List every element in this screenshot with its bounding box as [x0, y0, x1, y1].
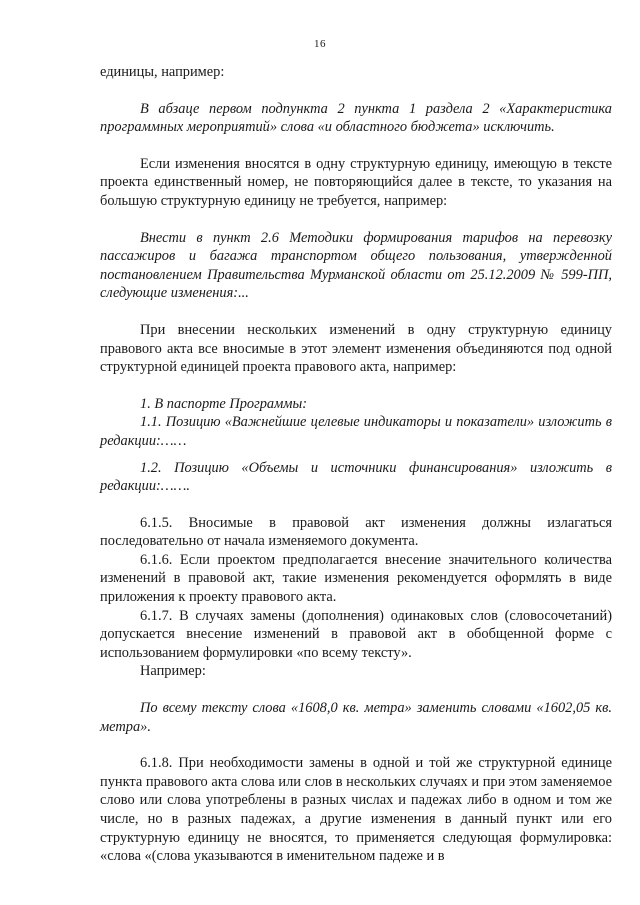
example-list-item: 1.1. Позицию «Важнейшие целевые индикаторы и показатели» изложить в редакции:…… — [100, 414, 612, 449]
example-label: Например: — [140, 663, 206, 680]
example-list-item: 1.2. Позицию «Объемы и источники финансирования» изложить в редакции:……. — [100, 459, 612, 495]
page-number: 16 — [314, 38, 326, 50]
paragraph-continuation: единицы, например: — [100, 64, 225, 80]
example-paragraph: Внести в пункт 2.6 Методики формирования тарифов на перевозку пассажиров и багажа транспортом общего пользования, утвержденной постановлением Правительства Мурманской области от 25.12.2009 № 599-ПП, следующие изменения:... — [100, 229, 612, 302]
document-body — [100, 63, 612, 866]
body-paragraph: Если изменения вносятся в одну структурную единицу, имеющую в тексте проекта единственный номер, не повторяющийся далее в тексте, то указания на большую структурную единицу не требуется, например: — [100, 155, 612, 209]
example-paragraph: В абзаце первом подпункта 2 пункта 1 раздела 2 «Характеристика программных мероприятий» слова «и областного бюджета» исключить. — [100, 100, 612, 136]
example-paragraph: По всему тексту слова «1608,0 кв. метра» заменить словами «1602,05 кв. метра». — [100, 700, 612, 735]
example-list-heading: 1. В паспорте Программы: — [140, 395, 308, 412]
section-6-1-7: 6.1.7. В случаях замены (дополнения) одинаковых слов (словосочетаний) допускается внесение изменений в правовой акт в обобщенной форме с использованием формулировки «по всему тексту». — [100, 607, 612, 661]
section-6-1-8: 6.1.8. При необходимости замены в одной и той же структурной единице пункта правового акта слова или слов в нескольких случаях и при этом заменяемое слово или слова употреблены в разных числах и падежах либо в одном и том же числе, но в разных падежах, а другие изменения в данный пункт или его структурную единицу не вносятся, то применяется следующая формулировка: «слова «(слова указываются в именительном падеже и в — [100, 755, 612, 865]
body-paragraph: При внесении нескольких изменений в одну структурную единицу правового акта все вносимые в этот элемент изменения объединяются под одной структурной единицей проекта правового акта, например: — [100, 321, 612, 376]
section-6-1-6: 6.1.6. Если проектом предполагается внесение значительного количества изменений в правовой акт, такие изменения рекомендуется оформлять в виде приложения к проекту правового акта. — [100, 551, 612, 606]
section-6-1-5: 6.1.5. Вносимые в правовой акт изменения должны излагаться последовательно от начала изменяемого документа. — [100, 514, 612, 550]
